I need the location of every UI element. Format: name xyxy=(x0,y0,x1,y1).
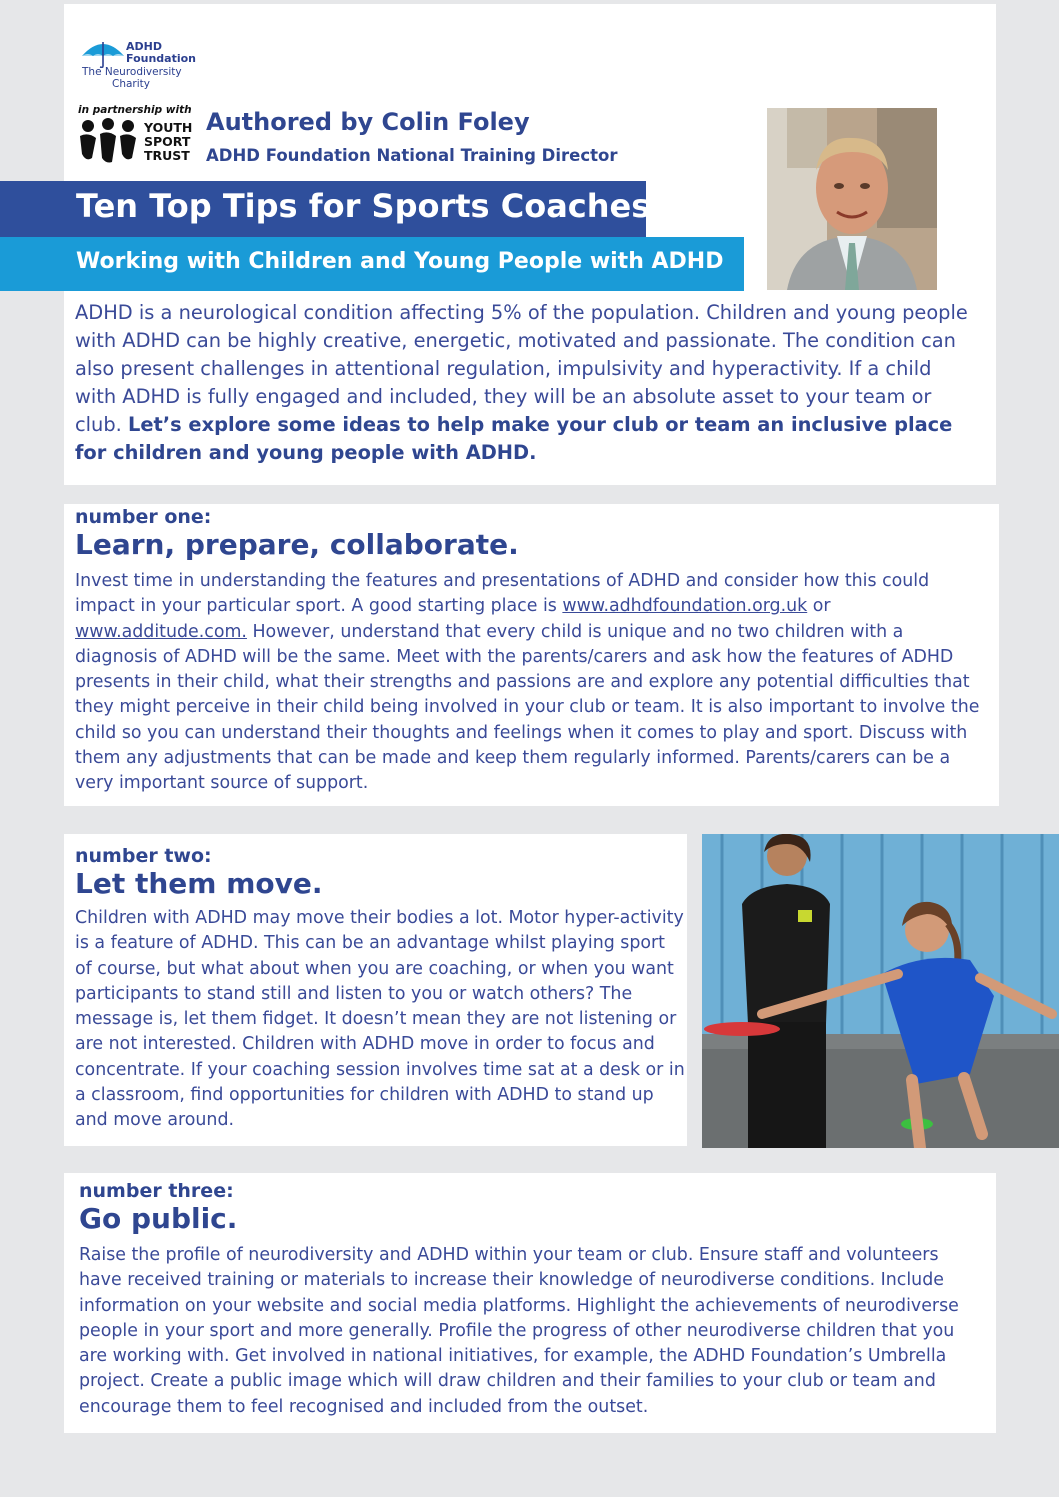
author-name: Authored by Colin Foley xyxy=(206,108,530,136)
author-role: ADHD Foundation National Training Director xyxy=(206,146,618,165)
tip-one-label: number one: xyxy=(75,506,212,528)
partnership-label: in partnership with xyxy=(78,104,192,116)
yst-line-sport: SPORT xyxy=(144,134,191,149)
sport-coaching-photo xyxy=(702,834,1059,1148)
logo-line-adhd: ADHD xyxy=(126,40,162,53)
tip-two-label: number two: xyxy=(75,845,212,867)
logo-line-foundation: Foundation xyxy=(126,52,197,65)
subtitle-band xyxy=(0,237,744,291)
logo-line-neurodiversity: The Neurodiversity xyxy=(82,66,182,78)
page-title: Ten Top Tips for Sports Coaches: xyxy=(76,187,664,225)
tip-two-body: Children with ADHD may move their bodies a lot. Motor hyper-activity is a feature of ADHD. This can be an advantage whilst playing sport of course, but what about when you are coaching, or when you want participants to stand still and listen to you or watch others? The message is, let them fidget. It doesn’t mean they are not listening or are not interested. Children with ADHD move in order to focus and concentrate. If your coaching session involves time sat at a desk or in a classroom, find opportunities for children with ADHD to stand up and move around. xyxy=(75,908,685,1131)
tip-two-heading: Let them move. xyxy=(75,867,323,900)
yst-line-youth: YOUTH xyxy=(144,120,193,135)
yst-line-trust: TRUST xyxy=(144,148,190,163)
youth-sport-trust-logo xyxy=(78,118,196,166)
adhdfoundation-link[interactable]: www.adhdfoundation.org.uk xyxy=(562,596,808,617)
tip-three-body: Raise the profile of neurodiversity and ADHD within your team or club. Ensure staff and volunteers have received training or materials to increase their knowledge of neurodiverse conditions. Include information on your website and social media platforms. Highlight the achievements of neurodiverse people in your sport and more generally. Profile the progress of other neurodiverse children that you are working with. Get involved in national initiatives, for example, the ADHD Foundation’s Umbrella project. Create a public image which will draw children and their families to your club or team and encourage them to feel recognised and included from the outset. xyxy=(79,1245,959,1417)
tip-one-heading: Learn, prepare, collaborate. xyxy=(75,528,519,561)
intro-text: ADHD is a neurological condition affecting 5% of the population. Children and young people with ADHD can be highly creative, energetic, motivated and passionate. The condition can also present challenges in attentional regulation, impulsivity and hyperactivity. If a child with ADHD is fully engaged and included, they will be an absolute asset to your team or club. xyxy=(75,301,968,436)
intro-bold-text: Let’s explore some ideas to help make your club or team an inclusive place for children and young people with ADHD. xyxy=(75,413,953,464)
adhd-foundation-logo xyxy=(80,38,200,94)
figures-icon xyxy=(78,118,140,166)
additude-link[interactable]: www.additude.com. xyxy=(75,621,247,642)
tip-three-label: number three: xyxy=(79,1180,234,1202)
page-subtitle: Working with Children and Young People with ADHD xyxy=(76,249,724,274)
tip-one-text-a: Invest time in understanding the features and presentations of ADHD and consider how this could impact in your particular sport. A good starting place is xyxy=(75,571,930,617)
tip-one-text-b: or xyxy=(807,596,831,617)
author-photo xyxy=(767,108,937,290)
logo-line-charity: Charity xyxy=(112,78,150,90)
title-band xyxy=(0,181,664,237)
tip-one-body xyxy=(75,569,980,797)
tip-one-text-c: However, understand that every child is unique and no two children with a diagnosis of ADHD will be the same. Meet with the parents/carers and ask how the features of ADHD presents in their child, what their strengths and passions are and explore any potential difficulties that they might perceive in their child being involved in your club or team. It is also important to involve the child so you can understand their thoughts and feelings when it comes to play and sport. Discuss with them any adjustments that can be made and keep them regularly informed. Parents/carers can be a very important source of support. xyxy=(75,621,980,794)
intro-paragraph xyxy=(75,299,975,467)
tip-three-heading: Go public. xyxy=(79,1202,238,1235)
umbrella-icon xyxy=(80,38,126,68)
